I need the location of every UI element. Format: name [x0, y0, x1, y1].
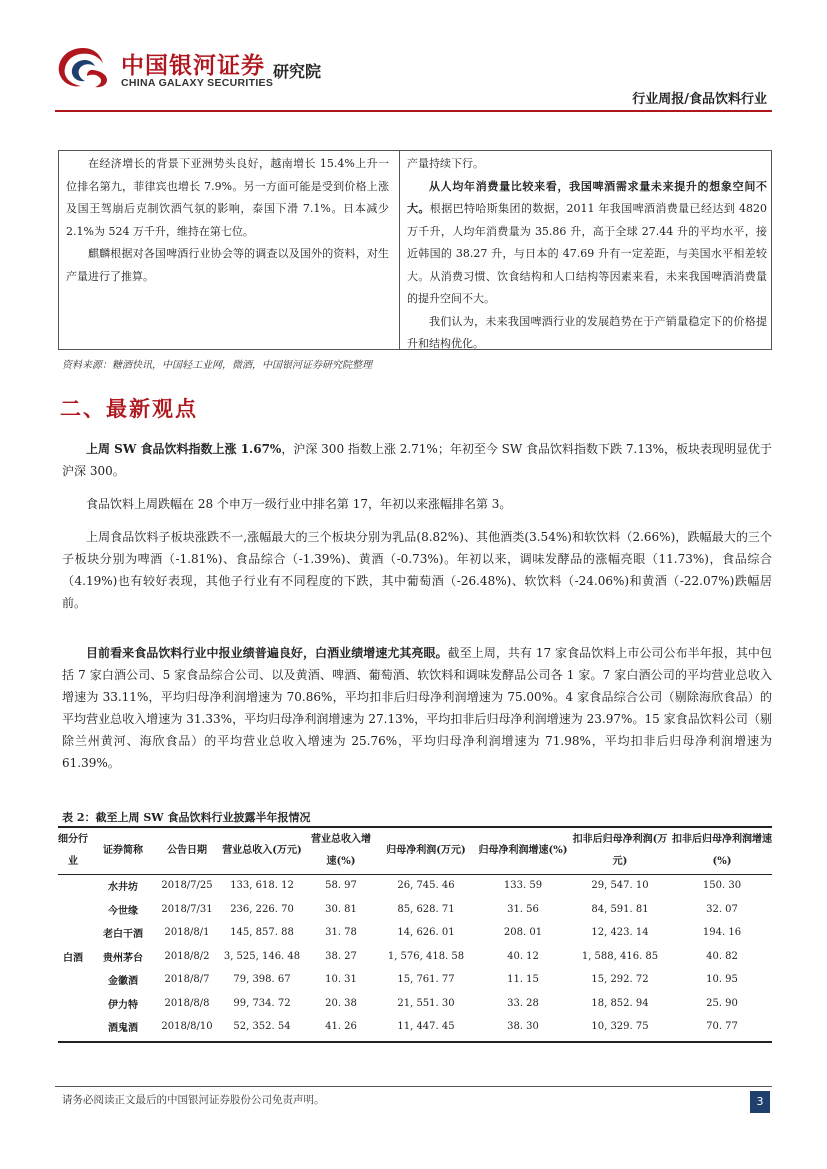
body-emphasis: 目前看来食品饮料行业中报业绩普遍良好，白酒业绩增速尤其亮眼。: [86, 646, 448, 660]
cell-date: 2018/7/25: [161, 880, 213, 892]
cell-rev: 99, 734. 72: [233, 997, 291, 1009]
cell-dnp-growth: 150. 30: [702, 880, 742, 892]
cell-np-growth: 208. 01: [503, 927, 543, 939]
table-row: [58, 898, 772, 922]
col-header-revenue-growth: 营业总收入增速(%): [311, 834, 371, 867]
cell-dnp: 15, 292. 72: [591, 974, 649, 986]
table-row: [58, 945, 772, 969]
col-header-deducted-profit: 扣非后归母净利润(万元): [572, 834, 668, 867]
cell-dnp: 10, 329. 75: [591, 1021, 649, 1033]
cell-rev-growth: 38. 27: [325, 950, 357, 962]
cell-date: 2018/8/2: [164, 950, 210, 962]
cell-name: 老白干酒: [103, 929, 143, 941]
institute-label: 研究院: [273, 62, 322, 81]
source-note: 资料来源：糖酒快讯，中国轻工业网，微酒，中国银河证券研究院整理: [62, 360, 372, 371]
cell-name: 贵州茅台: [103, 952, 143, 964]
col-header-date: 公告日期: [167, 845, 207, 856]
box-right-emphasis: 从人均年消费量比较来看，我国啤酒需求量未来提升的想象空间不大。: [407, 179, 767, 215]
box-right-text: 根据巴特哈斯集团的数据，2011 年我国啤酒消费量已经达到 4820 万千升，人均年消费量为 35.86 升，高于全球 27.44 升的平均水平，接近韩国的 38.27 升，与日本的 47.69 升有一定差距，与美国水平相差较大。从消费习惯、饮食结构和人口结构等因素来看，未来我国啤酒消费量的提升空间不大。: [407, 202, 768, 305]
cell-rev-growth: 58. 97: [325, 880, 357, 892]
brand-name-en: CHINA GALAXY SECURITIES: [121, 77, 274, 89]
cell-np-growth: 31. 56: [507, 903, 539, 915]
cell-dnp-growth: 40. 82: [706, 950, 738, 962]
boxed-text-panel: [58, 150, 772, 350]
disclaimer-text: 请务必阅读正文最后的中国银河证券股份公司免责声明。: [62, 1094, 325, 1106]
cell-rev-growth: 31. 78: [325, 927, 357, 939]
cell-name: 伊力特: [108, 999, 138, 1011]
body-text: ，沪深 300 指数上涨 2.71%；年初至今 SW 食品饮料指数下跌 7.13%，板块表现明显优于沪深 300。: [62, 442, 773, 478]
galaxy-logo-icon: [55, 44, 111, 90]
col-header-revenue: 营业总收入(万元): [222, 845, 302, 856]
table-row: [58, 874, 772, 898]
cell-np-growth: 40. 12: [507, 950, 539, 962]
table-row: [58, 921, 772, 945]
section-title: 二、最新观点: [60, 397, 198, 421]
table-bottom-rule: [58, 1041, 772, 1043]
box-column-divider: [399, 151, 400, 350]
footer-divider: [55, 1086, 772, 1087]
col-header-name: 证券简称: [103, 845, 143, 856]
cell-dnp-growth: 194. 16: [702, 927, 742, 939]
box-right-column: [407, 153, 767, 356]
box-right-paragraph: [407, 176, 767, 311]
cell-rev-growth: 20. 38: [325, 997, 357, 1009]
cell-date: 2018/7/31: [161, 903, 213, 915]
cell-rev: 52, 352. 54: [233, 1021, 291, 1033]
cell-np: 15, 761. 77: [397, 974, 455, 986]
cell-date: 2018/8/10: [161, 1021, 213, 1033]
cell-dnp-growth: 25. 90: [706, 997, 738, 1009]
cell-date: 2018/8/7: [164, 974, 210, 986]
box-right-paragraph: 产量持续下行。: [407, 157, 484, 170]
body-paragraph: [62, 493, 772, 515]
body-text: 食品饮料上周跌幅在 28 个申万一级行业中排名第 17，年初以来涨幅排名第 3。: [86, 497, 512, 511]
cell-dnp: 84, 591. 81: [591, 903, 649, 915]
body-text: 上周食品饮料子板块涨跌不一,涨幅最大的三个板块分别为乳品(8.82%)、其他酒类(3.54%)和软饮料（2.66%)，跌幅最大的三个子板块分别为啤酒（-1.81%)、食品综合（-1.39%)、黄酒（-0.73%)。年初以来，调味发酵品的涨幅亮眼（11.73%)，食品综合（4.19%)也有较好表现，其他子行业有不同程度的下跌，其中葡萄酒（-26.48%)、软饮料（-24.06%)和黄酒（-22.07%)跌幅居前。: [62, 530, 772, 610]
report-type: 行业周报/食品饮料行业: [632, 92, 767, 107]
cell-dnp: 1, 588, 416. 85: [581, 950, 659, 962]
box-left-paragraph: 麒麟根据对各国啤酒行业协会等的调查以及国外的资料，对生产量进行了推算。: [66, 247, 389, 283]
body-emphasis: 上周 SW 食品饮料指数上涨 1.67%: [86, 442, 282, 456]
cell-name: 金徽酒: [108, 976, 138, 988]
cell-name: 今世缘: [108, 905, 138, 917]
header-divider: [55, 110, 772, 112]
cell-dnp: 18, 852. 94: [591, 997, 649, 1009]
cell-np-growth: 11. 15: [507, 974, 539, 986]
box-right-paragraph: 我们认为，未来我国啤酒行业的发展趋势在于产销量稳定下的价格提升和结构优化。: [407, 314, 767, 350]
cell-np-growth: 38. 30: [507, 1021, 539, 1033]
table-row: [58, 968, 772, 992]
cell-dnp-growth: 70. 77: [706, 1021, 738, 1033]
table-header-row: [58, 828, 772, 874]
col-header-net-profit: 归母净利润(万元): [386, 845, 466, 856]
cell-rev: 3, 525, 146. 48: [223, 950, 301, 962]
table-row: [58, 1015, 772, 1039]
cell-np-growth: 33. 28: [507, 997, 539, 1009]
cell-rev: 236, 226. 70: [230, 903, 294, 915]
cell-np: 21, 551. 30: [397, 997, 455, 1009]
cell-np: 1, 576, 418. 58: [387, 950, 465, 962]
cell-rev-growth: 10. 31: [325, 974, 357, 986]
cell-np: 85, 628. 71: [397, 903, 455, 915]
page-number: 3: [750, 1091, 770, 1113]
cell-date: 2018/8/8: [164, 997, 210, 1009]
cell-dnp-growth: 32. 07: [706, 903, 738, 915]
cell-name: 水井坊: [108, 882, 138, 894]
cell-date: 2018/8/1: [164, 927, 210, 939]
cell-dnp: 12, 423. 14: [591, 927, 649, 939]
body-paragraph: [62, 438, 772, 482]
cell-rev-growth: 30. 81: [325, 903, 357, 915]
box-left-column: [66, 153, 389, 288]
cell-rev: 79, 398. 67: [233, 974, 291, 986]
page-header: [0, 0, 827, 112]
financial-table: [58, 828, 772, 1039]
cell-dnp-growth: 10. 95: [706, 974, 738, 986]
cell-np: 11, 447. 45: [397, 1021, 455, 1033]
cell-dnp: 29, 547. 10: [591, 880, 649, 892]
box-left-paragraph: 在经济增长的背景下亚洲势头良好，越南增长 15.4%上升一位排名第九，菲律宾也增长 7.9%。另一方面可能是受到价格上涨及国王驾崩后克制饮酒气氛的影响，泰国下滑 7.1%。日本减少 2.1%为 524 万千升，维持在第七位。: [66, 157, 389, 238]
col-header-net-profit-growth: 归母净利润增速(%): [478, 845, 568, 856]
brand-name-cn: 中国银河证券: [121, 53, 265, 79]
cell-np: 26, 745. 46: [397, 880, 455, 892]
body-paragraph: [62, 642, 772, 774]
cell-np: 14, 626. 01: [397, 927, 455, 939]
table-row: [58, 992, 772, 1016]
cell-rev: 133, 618. 12: [230, 880, 294, 892]
col-header-industry: 细分行业: [58, 834, 88, 867]
table-title: 表 2：截至上周 SW 食品饮料行业披露半年报情况: [62, 811, 311, 824]
body-text: 截至上周，共有 17 家食品饮料上市公司公布半年报，其中包括 7 家白酒公司、5 家食品综合公司、以及黄酒、啤酒、葡萄酒、软饮料和调味发酵品公司各 1 家。7 家白酒公司的平均营业总收入增速为 33.11%，平均归母净利润增速为 70.86%，平均扣非后归母净利润增速为 75.00%。4 家食品综合公司（剔除海欣食品）的平均营业总收入增速为 31.33%，平均归母净利润增速为 27.13%，平均扣非后归母净利润增速为 23.97%。15 家食品饮料公司（剔除兰州黄河、海欣食品）的平均营业总收入增速为 25.76%，平均归母净利润增速为 71.98%，平均扣非后归母净利润增速为 61.39%。: [62, 646, 772, 770]
cell-rev: 145, 857. 88: [230, 927, 294, 939]
cell-np-growth: 133. 59: [503, 880, 543, 892]
cell-name: 酒鬼酒: [108, 1023, 138, 1035]
body-paragraph: [62, 526, 772, 614]
cell-rev-growth: 41. 26: [325, 1021, 357, 1033]
col-header-deducted-profit-growth: 扣非后归母净利润增速(%): [672, 834, 772, 867]
industry-group-cell: 白酒: [63, 952, 83, 964]
